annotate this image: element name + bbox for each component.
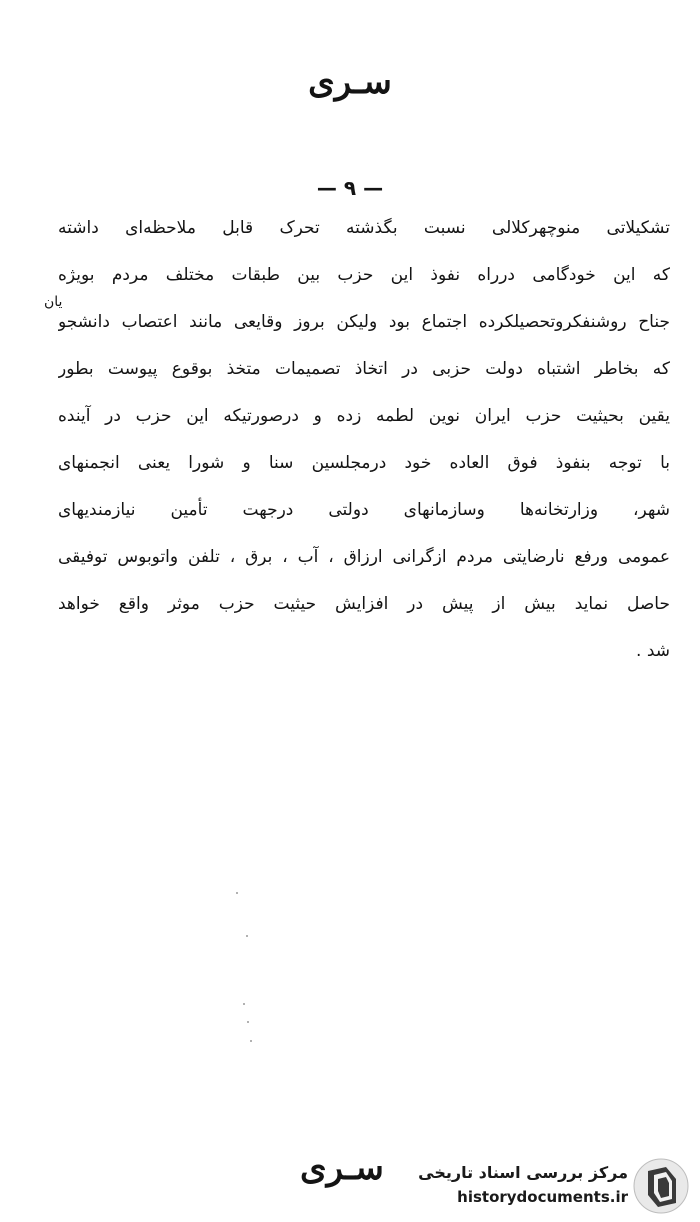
archive-watermark <box>418 1157 694 1219</box>
scan-speck <box>250 1040 252 1042</box>
archive-url: historydocuments.ir <box>457 1188 628 1206</box>
body-line: که بخاطر اشتباه دولت حزبی در اتخاذ تصمیمات متخذ بوقوع پیوست بطور <box>58 359 670 379</box>
classification-footer: سـری <box>300 1148 384 1188</box>
body-line: جناح روشنفکروتحصیلکرده اجتماع بود ولیکن بروز وقایعی مانند اعتصاب دانشجو <box>58 312 670 332</box>
body-line: شهر، وزارتخانه‌ها وسازمانهای دولتی درجهت تأمین نیازمندیهای <box>58 500 670 520</box>
body-line: یقین بحیثیت حزب ایران نوین لطمه زده و درصورتیکه این حزب در آینده <box>58 406 670 426</box>
scan-speck <box>236 892 238 894</box>
classification-header: سـری <box>308 62 392 102</box>
document-body <box>58 208 670 678</box>
body-line-last: شد . <box>636 641 670 661</box>
page-number: — ۹ — <box>316 176 384 200</box>
body-line: که این خودگامی درراه نفوذ این حزب بین طبقات مختلف مردم بویژه <box>58 265 670 285</box>
body-line: تشکیلاتی منوچهرکلالی نسبت بگذشته تحرک قابل ملاحظه‌ای داشته <box>58 218 670 238</box>
body-line: حاصل نماید بیش از پیش در افزایش حیثیت حزب موثر واقع خواهد <box>58 594 670 614</box>
archive-logo-icon <box>632 1157 690 1215</box>
margin-note: یان <box>44 294 63 310</box>
body-line: با توجه بنفوذ فوق العاده خود درمجلسین سنا و شورا یعنی انجمنهای <box>58 453 670 473</box>
scan-speck <box>243 1003 245 1005</box>
archive-name: مرکز بررسی اسناد تاریخی <box>418 1163 628 1182</box>
scan-speck <box>246 935 248 937</box>
scan-speck <box>247 1021 249 1023</box>
body-line: عمومی ورفع نارضایتی مردم ازگرانی ارزاق ، آب ، برق ، تلفن واتوبوس توفیقی <box>58 547 670 567</box>
